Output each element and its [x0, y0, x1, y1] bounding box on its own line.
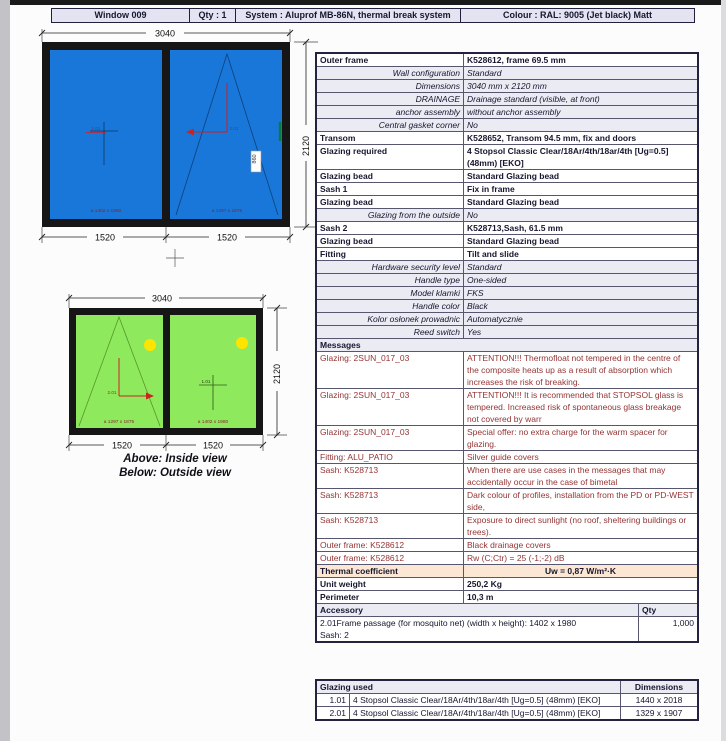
- spec-value: Drainage standard (visible, at front): [467, 94, 600, 104]
- weight-label: Unit weight: [317, 578, 464, 590]
- photo-edge-left: [0, 0, 10, 741]
- spec-value: One-sided: [467, 275, 507, 285]
- glazing-row: [317, 706, 697, 719]
- message-label: Sash: K528713: [317, 514, 464, 538]
- header-cell-qty: Qty : 1: [189, 8, 236, 23]
- accessory-description: [317, 617, 638, 641]
- spec-value: No: [467, 120, 478, 130]
- spec-label: Fitting: [317, 248, 464, 260]
- perimeter-label: Perimeter: [317, 591, 464, 603]
- yellow-dot-icon: [144, 339, 156, 351]
- glazing-used-header: Glazing used: [320, 682, 373, 692]
- spec-label: Reed switch: [317, 326, 464, 338]
- dim-pane-width: 1520: [94, 232, 116, 243]
- spec-row: [317, 131, 697, 144]
- message-row: [317, 513, 697, 538]
- message-text: ATTENTION!!! It is recommended that STOPSOL glass is tempered. Increased risk of spontaneous glass breakage not covered by warr: [467, 390, 684, 424]
- spec-row: [317, 92, 697, 105]
- perimeter-row: [317, 590, 697, 603]
- spec-row: [317, 66, 697, 79]
- spec-row: [317, 260, 697, 273]
- spec-label: Hardware security level: [317, 261, 464, 273]
- spec-value: K528612, frame 69.5 mm: [467, 55, 566, 65]
- spec-value: Standard Glazing bead: [467, 171, 560, 181]
- header-bar: [51, 8, 695, 23]
- spec-value: Fix in frame: [467, 184, 515, 194]
- dim-total-width: 3040: [154, 28, 176, 39]
- glazing-used-table: [315, 679, 699, 721]
- glazing-header-row: [317, 681, 697, 693]
- message-row: [317, 488, 697, 513]
- spec-label: Handle color: [317, 300, 464, 312]
- accessory-line-2: Sash: 2: [320, 630, 349, 640]
- spec-row: [317, 208, 697, 221]
- caption-line-2: Below: Outside view: [119, 467, 231, 479]
- spec-value: K528652, Transom 94.5 mm, fix and doors: [467, 133, 637, 143]
- message-row: [317, 538, 697, 551]
- spec-label: Wall configuration: [317, 67, 464, 79]
- message-label: Fitting: ALU_PATIO: [317, 451, 464, 463]
- spec-value: Black: [467, 301, 488, 311]
- message-row: [317, 463, 697, 488]
- glazing-dims: 1329 x 1907: [620, 707, 697, 719]
- spec-label: Glazing bead: [317, 196, 464, 208]
- messages-header-row: [317, 338, 697, 351]
- qty-header: Qty: [638, 604, 697, 616]
- drawing-outside-view: [55, 288, 295, 468]
- header-cell-colour: Colour : RAL: 9005 (Jet black) Matt: [460, 8, 695, 23]
- header-cell-system: System : Aluprof MB-86N, thermal break system: [235, 8, 461, 23]
- dim-pane-width: 1520: [202, 440, 224, 451]
- message-text: Dark colour of profiles, installation from the PD or PD-WEST side,: [467, 490, 694, 512]
- spec-value: Standard: [467, 262, 502, 272]
- dim-total-height: 2120: [272, 363, 282, 385]
- spec-value: K528713,Sash, 61.5 mm: [467, 223, 563, 233]
- message-text: When there are use cases in the messages that may accidentally occur in the case of bimetal: [467, 465, 666, 487]
- glazing-num: 2.01: [317, 707, 350, 719]
- spec-label: anchor assembly: [317, 106, 464, 118]
- spec-row: [317, 118, 697, 131]
- spec-row: [317, 105, 697, 118]
- message-label: Outer frame: K528612: [317, 539, 464, 551]
- message-text: Exposure to direct sunlight (no roof, sheltering buildings or trees).: [467, 515, 687, 537]
- spec-label: Dimensions: [317, 80, 464, 92]
- thermal-value: Uw = 0,87 W/m²·K: [544, 566, 617, 576]
- spec-label: Glazing bead: [317, 235, 464, 247]
- spec-value: without anchor assembly: [467, 107, 561, 117]
- message-label: Sash: K528713: [317, 489, 464, 513]
- dim-total-width: 3040: [151, 293, 173, 304]
- spec-row: [317, 169, 697, 182]
- pane-size-label: a 1297 x 1875: [211, 209, 243, 214]
- spec-value: Standard: [467, 68, 502, 78]
- pane-ref-label: 2.01: [107, 390, 117, 395]
- glazing-dims: 1440 x 2018: [620, 694, 697, 706]
- messages-header: Messages: [317, 339, 697, 351]
- spec-value: Standard Glazing bead: [467, 197, 560, 207]
- spec-label: Outer frame: [317, 54, 464, 66]
- message-label: Glazing: 2SUN_017_03: [317, 426, 464, 450]
- unit-weight-row: [317, 577, 697, 590]
- accessory-header: Accessory: [320, 605, 364, 615]
- spec-label: Transom: [317, 132, 464, 144]
- spec-value: FKS: [467, 288, 484, 298]
- glass-pane-fix: [170, 315, 256, 428]
- spec-row: [317, 286, 697, 299]
- spec-row: [317, 234, 697, 247]
- message-text: ATTENTION!!! Thermofloat not tempered in the centre of the composite heats up as a result of absorption which increases the risk of breaking.: [467, 353, 681, 387]
- pane-size-label: a 1402 x 1980: [197, 420, 229, 425]
- message-row: [317, 425, 697, 450]
- message-label: Outer frame: K528612: [317, 552, 464, 564]
- accessory-header-row: [317, 603, 697, 616]
- weight-value: 250,2 Kg: [467, 579, 502, 589]
- header-cell-window: Window 009: [51, 8, 190, 23]
- spec-label: Model klamki: [317, 287, 464, 299]
- spec-label: Sash 2: [317, 222, 464, 234]
- spec-value: 3040 mm x 2120 mm: [467, 81, 547, 91]
- photo-edge-right: [721, 0, 726, 741]
- perimeter-value: 10,3 m: [467, 592, 494, 602]
- glass-pane-sash: [170, 50, 282, 219]
- pane-ref-label: 1.01: [91, 126, 101, 131]
- pane-ref-label: 2.01: [229, 126, 239, 131]
- spec-value: Yes: [467, 327, 482, 337]
- dim-pane-width: 1520: [216, 232, 238, 243]
- accessory-row: [317, 616, 697, 641]
- pane-size-label: a 1402 x 1980: [90, 209, 122, 214]
- spec-table: [315, 52, 699, 643]
- spec-row: [317, 247, 697, 260]
- dim-total-height: 2120: [301, 135, 311, 157]
- spec-row: [317, 195, 697, 208]
- accessory-qty: 1,000: [638, 617, 697, 641]
- glass-pane-fix: [50, 50, 162, 219]
- accessory-line-1: 2.01Frame passage (for mosquito net) (width x height): 1402 x 1980: [320, 618, 577, 628]
- spec-label: Kolor osłonek prowadnic: [317, 313, 464, 325]
- thermal-coefficient-row: [317, 564, 697, 577]
- glazing-desc: 4 Stopsol Classic Clear/18Ar/4th/18ar/4th [Ug=0.5] (48mm) [EKO]: [353, 695, 601, 705]
- caption-line-1: Above: Inside view: [123, 453, 227, 465]
- dimensions-header: Dimensions: [620, 681, 697, 693]
- message-text: Black drainage covers: [467, 540, 551, 550]
- spec-value: Tilt and slide: [467, 249, 519, 259]
- spec-row: [317, 79, 697, 92]
- glazing-row: [317, 693, 697, 706]
- message-label: Glazing: 2SUN_017_03: [317, 389, 464, 425]
- spec-label: Glazing required: [317, 145, 464, 169]
- message-row: [317, 351, 697, 388]
- spec-label: Glazing bead: [317, 170, 464, 182]
- handle-height-label: 860: [252, 154, 258, 164]
- spec-value: 4 Stopsol Classic Clear/18Ar/4th/18ar/4th [Ug=0.5] (48mm) [EKO]: [467, 146, 669, 168]
- dim-pane-width: 1520: [111, 440, 133, 451]
- spec-label: Glazing from the outside: [317, 209, 464, 221]
- message-label: Glazing: 2SUN_017_03: [317, 352, 464, 388]
- spec-row: [317, 299, 697, 312]
- view-caption: [35, 452, 315, 480]
- spec-row: [317, 54, 697, 66]
- spec-row: [317, 312, 697, 325]
- spec-row: [317, 144, 697, 169]
- spec-label: DRAINAGE: [317, 93, 464, 105]
- message-row: [317, 388, 697, 425]
- photo-edge-top: [10, 0, 726, 5]
- glazing-num: 1.01: [317, 694, 350, 706]
- glazing-desc: 4 Stopsol Classic Clear/18Ar/4th/18ar/4th [Ug=0.5] (48mm) [EKO]: [353, 708, 601, 718]
- yellow-dot-icon: [236, 337, 248, 349]
- pane-size-label: a 1297 x 1875: [103, 420, 135, 425]
- spec-row: [317, 182, 697, 195]
- spec-value: No: [467, 210, 478, 220]
- spec-row: [317, 221, 697, 234]
- message-row: [317, 551, 697, 564]
- message-text: Special offer: no extra charge for the warm spacer for glazing.: [467, 427, 668, 449]
- spec-row: [317, 273, 697, 286]
- message-text: Silver guide covers: [467, 452, 539, 462]
- spec-value: Standard Glazing bead: [467, 236, 560, 246]
- spec-label: Handle type: [317, 274, 464, 286]
- drawing-inside-view: [30, 25, 322, 270]
- pane-ref-label: 1.01: [201, 379, 211, 384]
- message-row: [317, 450, 697, 463]
- thermal-label: Thermal coefficient: [317, 565, 464, 577]
- spec-label: Sash 1: [317, 183, 464, 195]
- spec-value: Automatycznie: [467, 314, 523, 324]
- message-text: Rw (C;Ctr) = 25 (-1;-2) dB: [467, 553, 565, 563]
- spec-row: [317, 325, 697, 338]
- spec-label: Central gasket corner: [317, 119, 464, 131]
- message-label: Sash: K528713: [317, 464, 464, 488]
